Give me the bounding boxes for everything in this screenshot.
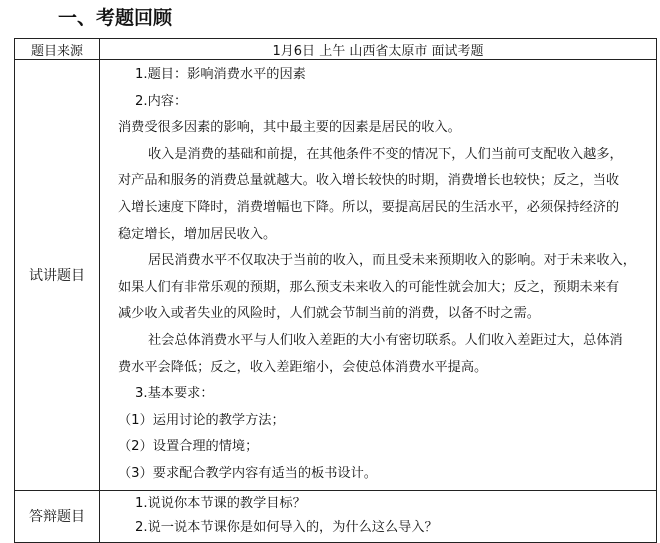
- paragraph-line: 稳定增长，增加居民收入。: [118, 226, 277, 242]
- requirements-label: 3.基本要求：: [135, 386, 214, 402]
- defense-content-cell: [100, 490, 657, 542]
- paragraph-line: 社会总体消费水平与人们收入差距的大小有密切联系。人们收入差距过大，总体消: [148, 332, 623, 348]
- defense-question: 1.说说你本节课的教学目标？: [135, 495, 306, 511]
- defense-row: [15, 490, 657, 542]
- content-label: 2.内容：: [135, 93, 188, 109]
- trial-content: [100, 60, 656, 490]
- paragraph-line: 费水平会降低；反之，收入差距缩小，会使总体消费水平提高。: [118, 359, 488, 375]
- trial-content-cell: [100, 60, 657, 491]
- paragraph-line: 如果人们有非常乐观的预期，那么预支未来收入的可能性就会加大；反之，预期未来有: [118, 279, 620, 295]
- source-row: [15, 39, 657, 60]
- trial-row: [15, 60, 657, 491]
- source-value: 1月6日 上午 山西省太原市 面试考题: [100, 39, 657, 60]
- defense-label: 答辩题目: [15, 490, 100, 542]
- paragraph-line: 收入是消费的基础和前提，在其他条件不变的情况下，人们当前可支配收入越多，: [148, 146, 623, 162]
- paragraph-line: 居民消费水平不仅取决于当前的收入，而且受未来预期收入的影响。对于未来收入，: [148, 253, 636, 269]
- requirement-item: （1）运用讨论的教学方法；: [118, 412, 285, 428]
- paragraph-line: 对产品和服务的消费总量就越大。收入增长较快的时期，消费增长也较快；反之，当收: [118, 173, 620, 189]
- source-label: 题目来源: [15, 39, 100, 60]
- paragraph-line: 入增长速度下降时，消费增幅也下降。所以，要提高居民的生活水平，必须保持经济的: [118, 199, 620, 215]
- defense-question: 2.说一说本节课你是如何导入的，为什么这么导入？: [135, 520, 438, 535]
- paragraph-line: 减少收入或者失业的风险时，人们就会节制当前的消费，以备不时之需。: [118, 306, 540, 322]
- section-heading: 一、考题回顾: [58, 7, 173, 29]
- exam-table: [14, 38, 657, 543]
- paragraph-line: 消费受很多因素的影响，其中最主要的因素是居民的收入。: [118, 120, 461, 136]
- requirement-item: （3）要求配合教学内容有适当的板书设计。: [118, 465, 377, 481]
- trial-label: 试讲题目: [15, 60, 100, 491]
- trial-title: 1.题目：影响消费水平的因素: [135, 67, 306, 82]
- requirement-item: （2）设置合理的情境；: [118, 439, 259, 455]
- defense-content: [100, 491, 656, 542]
